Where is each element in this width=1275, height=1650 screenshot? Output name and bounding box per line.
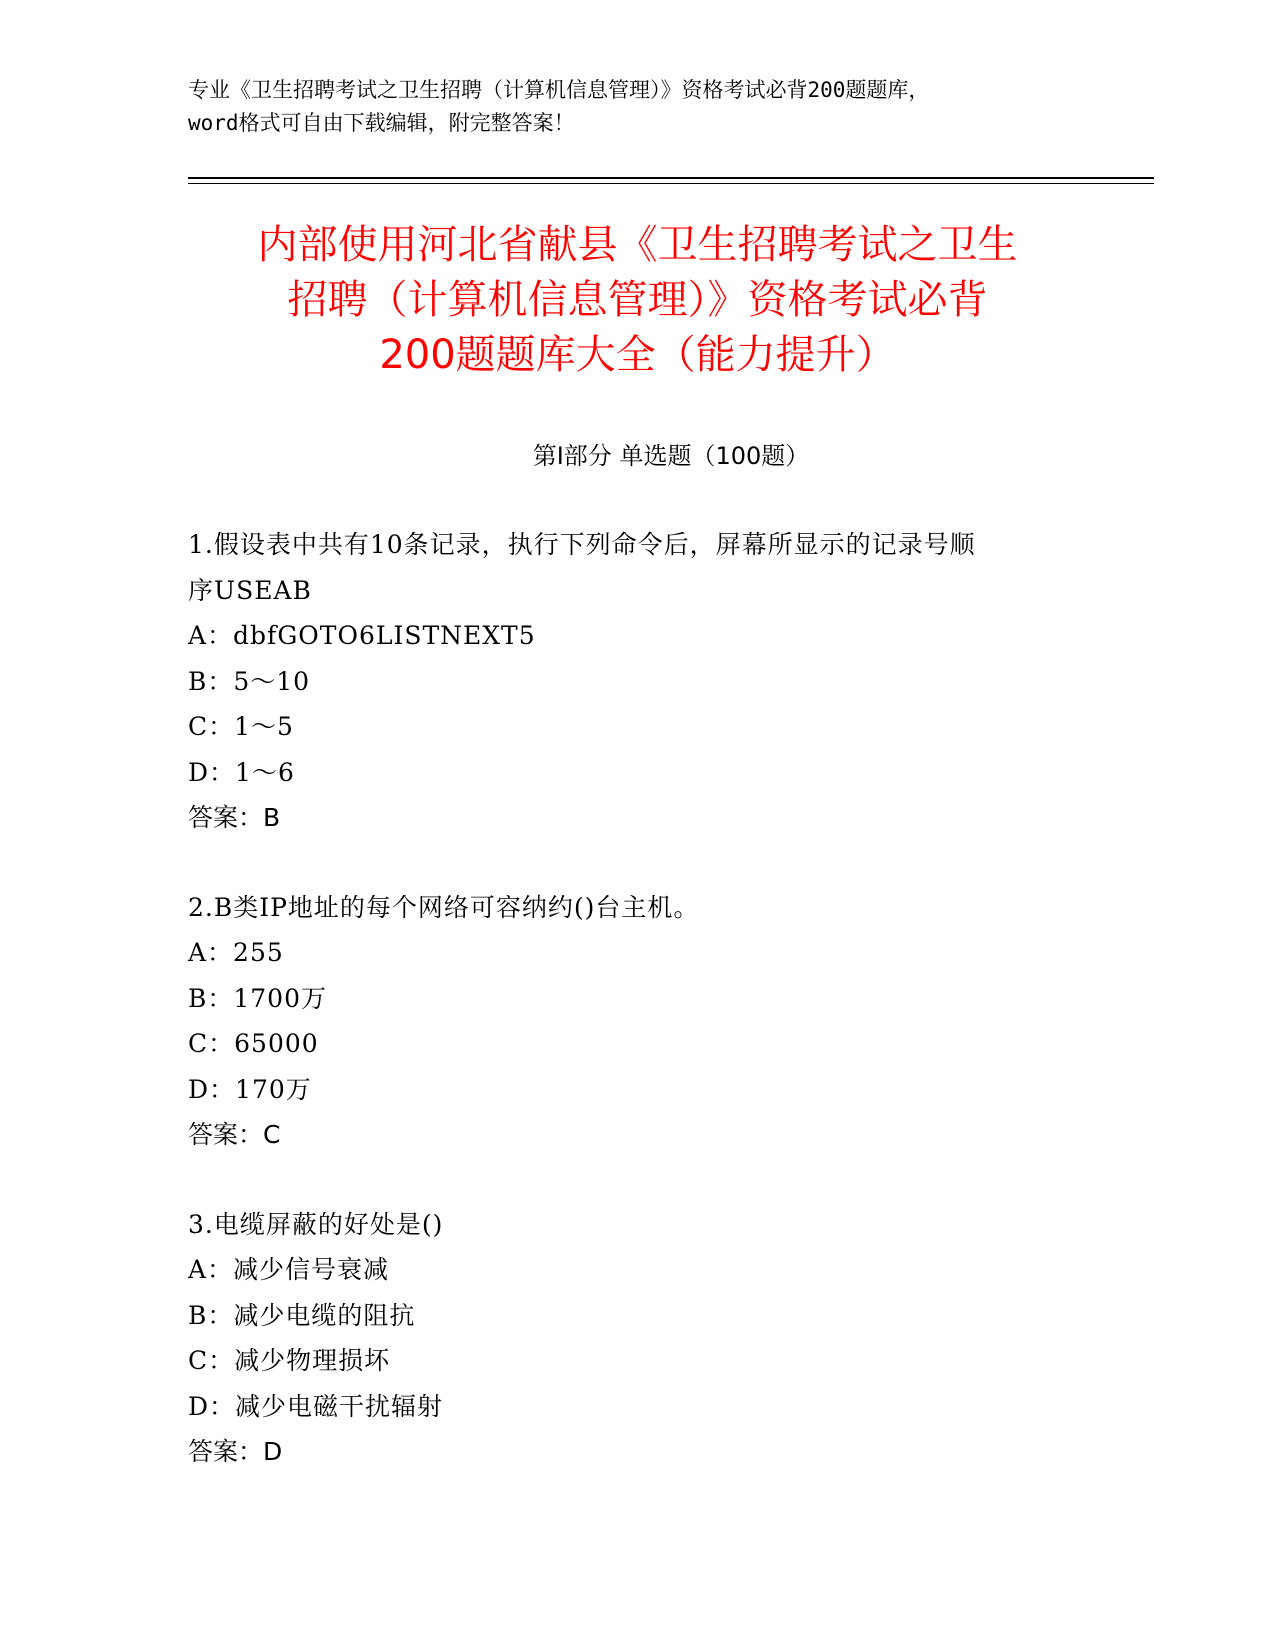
option-d: D：1～6 <box>188 757 295 787</box>
option-a: A：dbfGOTO6LISTNEXT5 <box>188 621 536 650</box>
option-c: C：65000 <box>188 1029 319 1058</box>
header-divider-thin <box>188 183 1154 184</box>
document-title <box>140 218 1135 383</box>
question-2 <box>188 885 1088 1158</box>
header-note-line-1: 专业《卫生招聘考试之卫生招聘（计算机信息管理）》资格考试必背200题题库， <box>188 78 930 102</box>
section-title: 第Ⅰ部分 单选题（100题） <box>532 442 810 470</box>
answer: 答案：B <box>188 803 281 832</box>
answer: 答案：C <box>188 1120 281 1149</box>
document-title-line-1: 内部使用河北省献县《卫生招聘考试之卫生 <box>257 222 1018 268</box>
option-c: C：减少物理损坏 <box>188 1346 391 1375</box>
option-c: C：1～5 <box>188 712 294 741</box>
header-note <box>188 74 1088 140</box>
option-b: B：1700万 <box>188 983 327 1013</box>
question-3 <box>188 1202 1088 1475</box>
question-stem: 1.假设表中共有10条记录，执行下列命令后，屏幕所显示的记录号顺 <box>188 530 976 559</box>
header-divider-thick <box>188 177 1154 179</box>
question-1 <box>188 522 1088 841</box>
question-stem: 3.电缆屏蔽的好处是() <box>188 1209 444 1239</box>
option-d: D：170万 <box>188 1074 312 1104</box>
document-title-line-3: 200题题库大全（能力提升） <box>379 332 896 378</box>
option-b: B：5～10 <box>188 666 311 696</box>
question-stem-continued: 序USEAB <box>188 575 312 605</box>
answer: 答案：D <box>188 1437 283 1466</box>
question-list <box>188 522 1088 1519</box>
header-note-line-2: word格式可自由下载编辑，附完整答案！ <box>188 111 575 135</box>
option-a: A：255 <box>188 938 284 967</box>
option-b: B：减少电缆的阻抗 <box>188 1300 416 1330</box>
question-stem: 2.B类IP地址的每个网络可容纳约()台主机。 <box>188 892 700 922</box>
option-a: A：减少信号衰减 <box>188 1255 390 1284</box>
document-title-line-2: 招聘（计算机信息管理）》资格考试必背 <box>287 277 988 323</box>
option-d: D：减少电磁干扰辐射 <box>188 1391 444 1421</box>
